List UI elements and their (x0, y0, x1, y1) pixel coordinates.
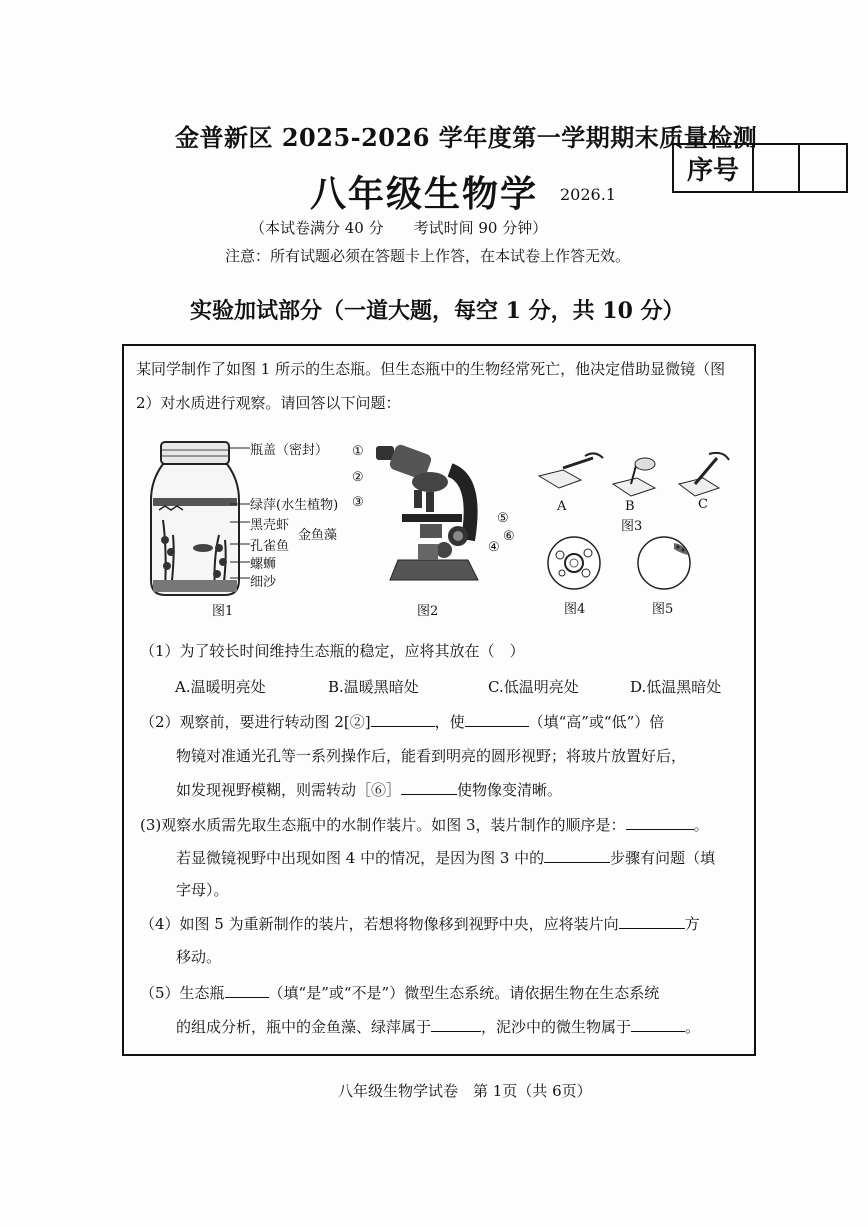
fig1-label-shrimp: 黑壳虾 (250, 518, 290, 533)
q2-line-1: （2）观察前，要进行转动图 2[②] ，使 （填“高”或“低”）倍 (140, 713, 665, 731)
serial-number-box (672, 143, 848, 193)
serial-number-label: 序号 (674, 145, 754, 191)
fig1-caption: 图1 (212, 604, 234, 619)
q1-option-a: A.温暖明亮处 (175, 678, 266, 696)
q1-option-b: B.温暖黑暗处 (328, 678, 419, 696)
slide-steps-figure (533, 450, 733, 500)
q3-line-3: 字母）。 (176, 881, 229, 899)
q3-line-2: 若显微镜视野中出现如图 4 中的情况，是因为图 3 中的 步骤有问题（填 (176, 849, 716, 867)
q4-line-2: 移动。 (176, 948, 222, 966)
page-footer: 八年级生物学试卷 第 1页（共 6页） (338, 1082, 592, 1100)
q3-blank-1[interactable] (626, 815, 694, 830)
microscope-figure (368, 440, 488, 585)
fig2-number-6: ⑥ (503, 529, 515, 544)
fig1-label-alga: 金鱼藻 (298, 528, 338, 543)
fig3-step-b: B (625, 499, 635, 514)
q2-line-3: 如发现视野模糊，则需转动［⑥］ 使物像变清晰。 (176, 781, 563, 799)
fig3-step-c: C (698, 497, 708, 512)
fig1-leader-lines (230, 440, 302, 585)
exam-notice: 注意：所有试题必须在答题卡上作答，在本试卷上作答无效。 (225, 247, 631, 265)
q4-blank-1[interactable] (619, 914, 685, 929)
q5-blank-3[interactable] (631, 1017, 685, 1032)
q2-blank-2[interactable] (465, 712, 529, 727)
bubble-field-figure (546, 535, 602, 591)
fig2-number-4: ④ (488, 540, 500, 555)
q5-blank-1[interactable] (225, 983, 269, 998)
fig3-step-a: A (557, 499, 567, 514)
fig1-label-fish: 孔雀鱼 (250, 539, 290, 554)
q2-blank-3[interactable] (401, 780, 457, 795)
fig1-label-sand: 细沙 (250, 575, 277, 590)
fig2-number-3: ③ (352, 495, 364, 510)
fig2-number-1: ① (352, 444, 364, 459)
q3-line-1: (3)观察水质需先取生态瓶中的水制作装片。如图 3，装片制作的顺序是： 。 (140, 816, 709, 834)
exam-info: （本试卷满分 40 分 考试时间 90 分钟） (250, 219, 548, 237)
fig2-number-5: ⑤ (497, 511, 509, 526)
exam-title: 金普新区 2025-2026 学年度第一学期期末质量检测 (175, 123, 758, 152)
fig2-number-2: ② (352, 470, 364, 485)
serial-number-cell (754, 145, 800, 191)
q2-line-2: 物镜对准通光孔等一系列操作后，能看到明亮的圆形视野；将玻片放置好后， (176, 747, 687, 765)
fig1-label-snail: 螺蛳 (250, 557, 277, 572)
q5-line-1: （5）生态瓶 （填“是”或“不是”）微型生态系统。请依据生物在生态系统 (140, 984, 660, 1002)
q3-blank-2[interactable] (544, 848, 610, 863)
q1-stem: （1）为了较长时间维持生态瓶的稳定，应将其放在（ ） (140, 642, 525, 660)
fig2-caption: 图2 (417, 604, 439, 619)
section-title: 实验加试部分（一道大题，每空 1 分，共 10 分） (190, 298, 685, 324)
fig3-caption: 图3 (621, 519, 643, 534)
question-intro: 某同学制作了如图 1 所示的生态瓶。但生态瓶中的生物经常死亡，他决定借助显微镜（图 2）对水质进行观察。请回答以下问题： (136, 360, 726, 412)
subject-title: 八年级生物学 (310, 173, 539, 215)
fig1-label-plant: 绿萍(水生植物) (250, 498, 339, 513)
q1-option-d: D.低温黑暗处 (630, 678, 722, 696)
fig5-caption: 图5 (652, 602, 674, 617)
exam-date: 2026.1 (560, 185, 616, 204)
q5-line-2: 的组成分析，瓶中的金鱼藻、绿萍属于 ，泥沙中的微生物属于 。 (176, 1018, 701, 1036)
fig1-label-cap: 瓶盖（密封） (250, 443, 329, 458)
q5-blank-2[interactable] (431, 1017, 481, 1032)
q4-line-1: （4）如图 5 为重新制作的装片，若想将物像移到视野中央，应将装片向 方 (140, 915, 700, 933)
serial-number-cell (800, 145, 844, 191)
fig4-caption: 图4 (564, 602, 586, 617)
q2-blank-1[interactable] (371, 712, 435, 727)
offset-object-field-figure (636, 535, 692, 591)
q1-option-c: C.低温明亮处 (488, 678, 579, 696)
